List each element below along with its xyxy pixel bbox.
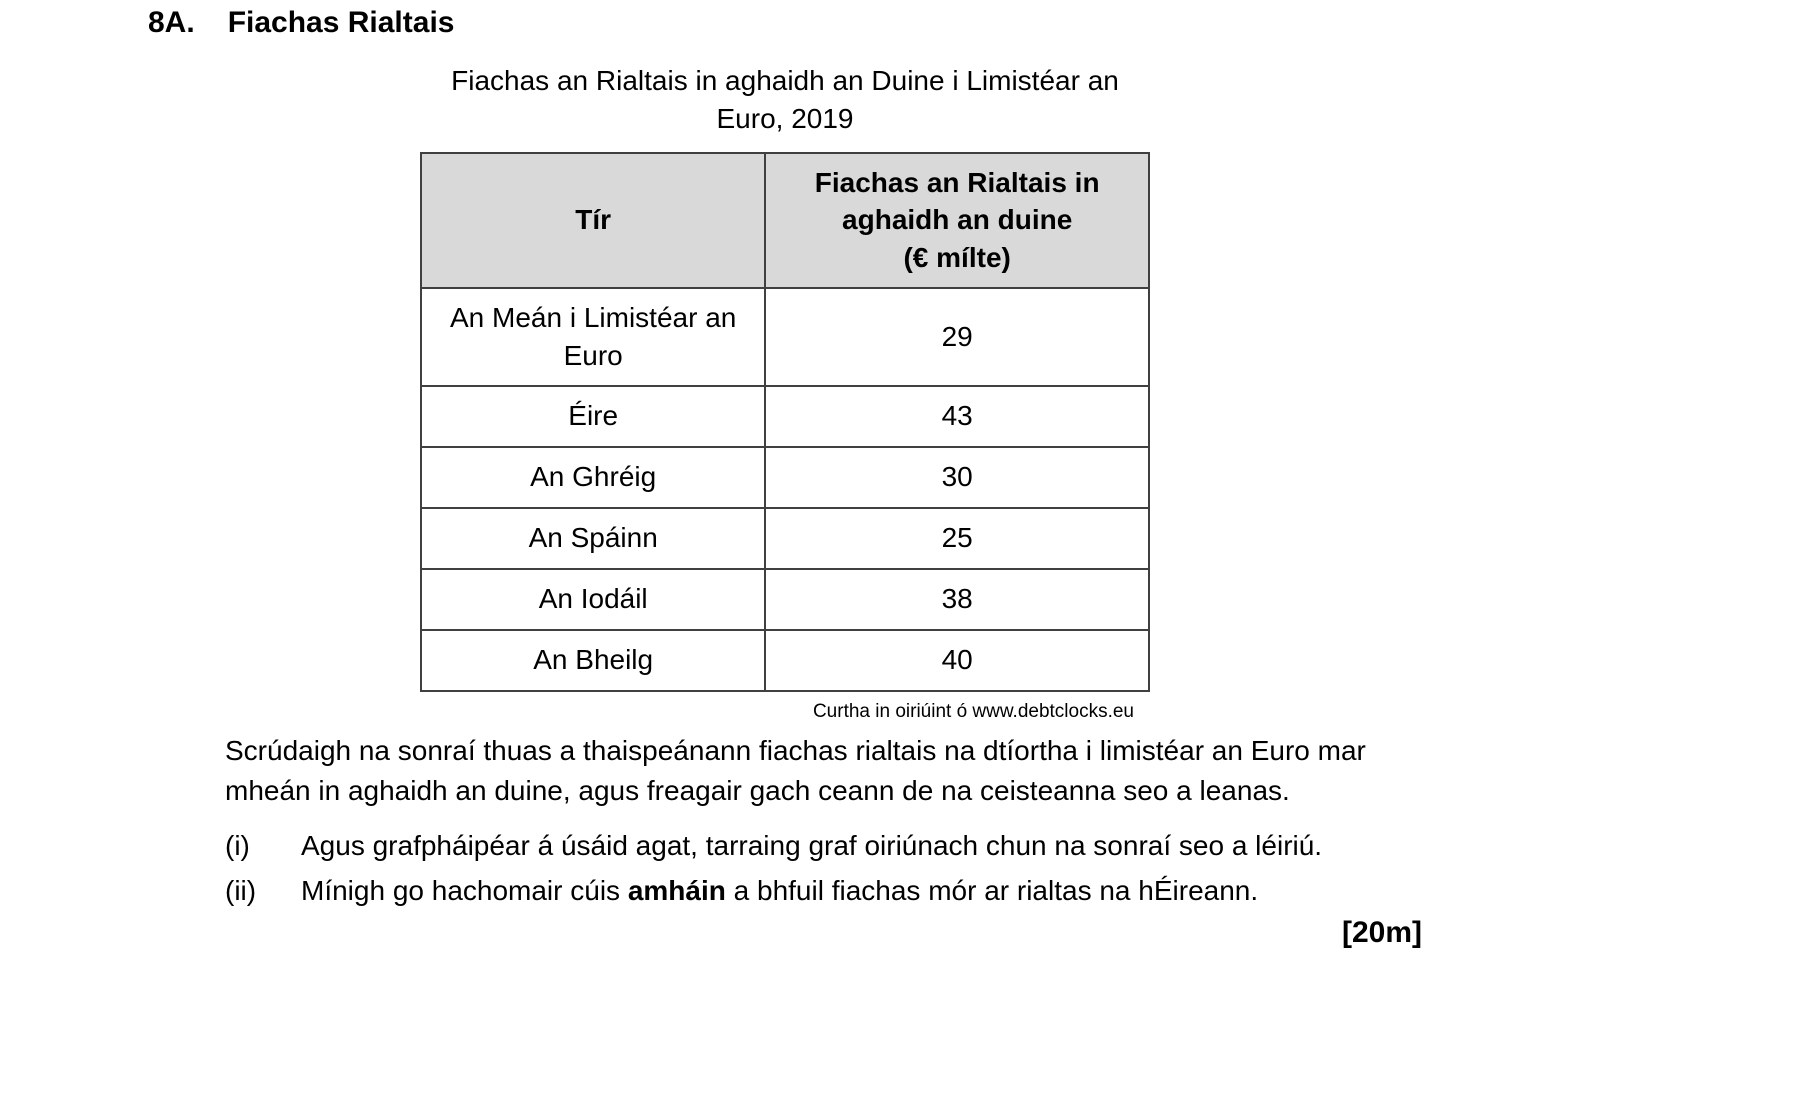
table-header-row: [421, 153, 1149, 288]
table-title: [420, 62, 1150, 138]
table-row: [421, 288, 1149, 386]
country-cell: An Iodáil: [421, 569, 765, 630]
item-ii-bold-word: amháin: [627, 875, 726, 907]
table-row: [421, 447, 1149, 508]
item-ii-text-after: a bhfuil fiachas mór ar rialtas na hÉireann.: [725, 875, 1259, 907]
table-row: [421, 386, 1149, 447]
header-debt-line2: aghaidh an duine: [842, 204, 1073, 236]
question-body: [225, 731, 1417, 916]
source-note: Curtha in oiriúint ó www.debtclocks.eu: [812, 700, 1134, 722]
value-cell: 30: [765, 447, 1149, 508]
country-cell: Éire: [421, 386, 765, 447]
table-title-line1: Fiachas an Rialtais in aghaidh an Duine i Limistéar an: [451, 65, 1119, 96]
table-row: [421, 630, 1149, 691]
item-ii-text: [301, 871, 1417, 911]
item-i-label: (i): [225, 830, 250, 862]
item-ii-text-before: Mínigh go hachomair cúis: [301, 875, 628, 907]
country-cell: An Bheilg: [421, 630, 765, 691]
header-debt-line3: (€ mílte): [903, 242, 1011, 274]
debt-table: [420, 152, 1150, 692]
country-cell: An Meán i Limistéar an Euro: [421, 288, 765, 386]
question-title: Fiachas Rialtais: [227, 6, 455, 39]
question-heading: [148, 6, 454, 40]
value-cell: 38: [765, 569, 1149, 630]
table-row: [421, 508, 1149, 569]
question-item-ii: [225, 871, 1417, 911]
header-country: Tír: [421, 153, 765, 288]
question-item-i: [225, 826, 1417, 866]
header-debt-line1: Fiachas an Rialtais in: [814, 166, 1100, 198]
country-cell: An Spáinn: [421, 508, 765, 569]
item-ii-label: (ii): [225, 875, 257, 907]
table-block: [420, 62, 1150, 723]
value-cell: 29: [765, 288, 1149, 386]
table-title-line2: Euro, 2019: [716, 102, 854, 134]
header-debt: [765, 153, 1149, 288]
item-i-text: Agus grafpháipéar á úsáid agat, tarraing graf oiriúnach chun na sonraí seo a léiriú.: [301, 830, 1323, 862]
table-row: [421, 569, 1149, 630]
question-number: 8A.: [148, 6, 195, 39]
country-cell: An Ghréig: [421, 447, 765, 508]
value-cell: 25: [765, 508, 1149, 569]
marks-label: [20m]: [1341, 916, 1422, 949]
value-cell: 43: [765, 386, 1149, 447]
value-cell: 40: [765, 630, 1149, 691]
intro-paragraph: Scrúdaigh na sonraí thuas a thaispeánann fiachas rialtais na dtíortha i limistéar an Euro mar mheán in aghaidh an duine, agus freagair gach ceann de na ceisteanna seo a leanas.: [225, 735, 1366, 807]
